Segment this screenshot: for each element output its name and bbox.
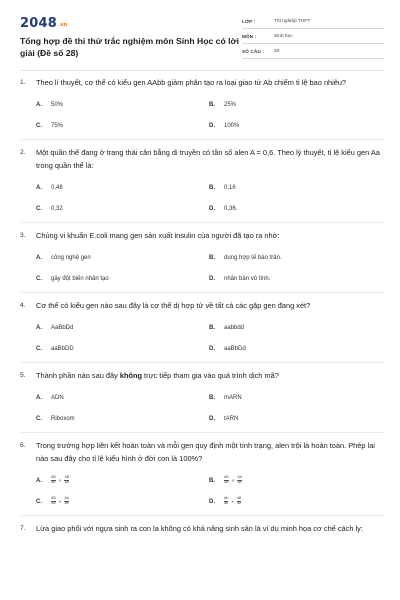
option-c[interactable]: C. 0,32 — [36, 205, 63, 212]
genotype-fraction: $\frac{AB}{ab}$ — [224, 475, 229, 484]
option-d[interactable]: D. nhân bản vô tính. — [209, 275, 271, 282]
question-list — [20, 76, 384, 535]
option-a[interactable]: A. công nghệ gen — [36, 254, 91, 261]
option-b[interactable]: B. mARN — [209, 394, 242, 401]
genotype-fraction: $\frac{Ab}{ab}$ — [224, 496, 229, 505]
question-divider — [20, 139, 384, 140]
meta-value: Sinh học — [274, 33, 293, 39]
document-title: Tổng hợp đề thi thử trắc nghiệm môn Sinh Học có lời giải (Đề số 28) — [20, 36, 239, 58]
option-b[interactable]: B. 25% — [209, 101, 237, 108]
genotype-fraction: $\frac{AB}{ab}$ — [64, 475, 70, 484]
question-stem — [20, 146, 384, 172]
question-stem — [20, 369, 384, 382]
genotype-cross: $\frac{Ab}{ab}$ × $\frac{aB}{ab}$ — [224, 496, 242, 505]
question-text: Lừa giao phối với ngựa sinh ra con la không có khả năng sinh sản là ví dụ minh họa cơ chế cách ly: — [36, 524, 363, 533]
question-stem — [20, 76, 384, 89]
header-divider — [20, 70, 384, 71]
question-text: Cơ thể có kiểu gen nào sau đây là cơ thể dị hợp tử về tất cả các gặp gen đang xét? — [36, 301, 311, 310]
option-c[interactable]: C. 75% — [36, 122, 64, 129]
genotype-cross: $\frac{AB}{ab}$ × $\frac{AB}{ab}$ — [51, 475, 70, 484]
question-number: 6. — [20, 442, 26, 449]
question-text: Theo lí thuyết, cơ thể có kiểu gen AAbb giảm phân tạo ra loại giao tử Ab chiếm tỉ lệ bao nhiêu? — [36, 78, 347, 87]
option-c[interactable]: C. gây đột biến nhân tạo — [36, 275, 109, 282]
question-3 — [20, 229, 384, 293]
answer-options — [36, 470, 384, 512]
question-number: 1. — [20, 79, 26, 86]
option-d[interactable]: D. 0,36. — [209, 205, 238, 212]
question-stem — [20, 439, 384, 465]
question-text: Chủng vi khuẩn E.coli mang gen sản xuất insulin của người đã tạo ra nhờ: — [36, 231, 280, 240]
question-stem — [20, 299, 384, 312]
option-b[interactable]: B. aabbdd — [209, 324, 245, 331]
option-c[interactable]: C. $\frac{AB}{Ab}$ × $\frac{Ab}{ab}$ — [36, 496, 69, 505]
question-text: Một quần thể đang ở trạng thái cân bằng di truyền có tần số alen A = 0,6. Theo lý thuyết, tỉ lệ kiểu gen Aa trong quần thể là: — [36, 148, 380, 170]
option-a[interactable]: A. AaBbDd — [36, 324, 74, 331]
question-divider — [20, 362, 384, 363]
genotype-fraction: $\frac{Ab}{ab}$ — [237, 475, 242, 484]
meta-label: SỐ CÂU : — [242, 48, 265, 54]
genotype-fraction: $\frac{Ab}{ab}$ — [64, 496, 69, 505]
genotype-fraction: $\frac{AB}{Ab}$ — [51, 496, 56, 505]
option-d[interactable]: D. tARN — [209, 415, 239, 422]
site-logo[interactable]: $2048^{.vn}$ — [20, 16, 68, 31]
question-divider — [20, 432, 384, 433]
answer-options — [36, 387, 384, 429]
document-header — [20, 12, 384, 74]
option-d[interactable]: D. aaBbDd — [209, 345, 246, 352]
question-number: 2. — [20, 149, 26, 156]
question-1 — [20, 76, 384, 140]
meta-value: 40 — [274, 48, 280, 54]
question-text: Trong trường hợp liên kết hoàn toàn và mỗi gen quy định một tính trạng, alen trội là hoàn toàn. Phép lai nào sau đây cho tỉ lệ kiểu hình ở đời con là 100%? — [36, 441, 375, 463]
option-c[interactable]: C. Riboxom — [36, 415, 75, 422]
option-b[interactable]: B. $\frac{AB}{ab}$ × $\frac{Ab}{ab}$ — [209, 475, 242, 484]
answer-options — [36, 247, 384, 289]
question-number: 5. — [20, 372, 26, 379]
option-d[interactable]: D. 100% — [209, 122, 240, 129]
genotype-cross: $\frac{AB}{Ab}$ × $\frac{Ab}{ab}$ — [51, 496, 69, 505]
question-stem — [20, 229, 384, 242]
option-b[interactable]: B. dung hợp tế bào trần. — [209, 254, 282, 261]
question-stem — [20, 522, 384, 535]
question-number: 3. — [20, 232, 26, 239]
question-7 — [20, 522, 384, 535]
genotype-fraction: $\frac{aB}{ab}$ — [237, 496, 242, 505]
option-a[interactable]: A. ADN — [36, 394, 64, 401]
answer-options — [36, 317, 384, 359]
question-2 — [20, 146, 384, 223]
question-number: 4. — [20, 302, 26, 309]
genotype-fraction: $\frac{AB}{ab}$ — [51, 475, 56, 484]
question-text: Thành phần nào sau đây không trực tiếp tham gia vào quá trình dịch mã? — [36, 371, 279, 380]
question-number: 7. — [20, 525, 26, 532]
question-4 — [20, 299, 384, 363]
genotype-cross: $\frac{AB}{ab}$ × $\frac{Ab}{ab}$ — [224, 475, 242, 484]
meta-value: Tốt nghiệp THPT — [274, 18, 311, 24]
meta-row-count — [242, 44, 384, 59]
option-a[interactable]: A. 50% — [36, 101, 64, 108]
meta-row-class — [242, 14, 384, 29]
option-c[interactable]: C. aaBbDD — [36, 345, 74, 352]
answer-options — [36, 177, 384, 219]
emphasis-text: không — [119, 371, 142, 380]
question-5 — [20, 369, 384, 433]
question-divider — [20, 515, 384, 516]
question-divider — [20, 222, 384, 223]
option-a[interactable]: A. 0,48 — [36, 184, 63, 191]
meta-label: MÔN : — [242, 33, 257, 39]
option-d[interactable]: D. $\frac{Ab}{ab}$ × $\frac{aB}{ab}$ — [209, 496, 242, 505]
meta-row-subject — [242, 29, 384, 44]
meta-label: LỚP : — [242, 18, 256, 24]
question-6 — [20, 439, 384, 516]
question-divider — [20, 292, 384, 293]
answer-options — [36, 94, 384, 136]
option-a[interactable]: A. $\frac{AB}{ab}$ × $\frac{AB}{ab}$ — [36, 475, 70, 484]
meta-table — [242, 14, 384, 59]
option-b[interactable]: B. 0,16 — [209, 184, 236, 191]
